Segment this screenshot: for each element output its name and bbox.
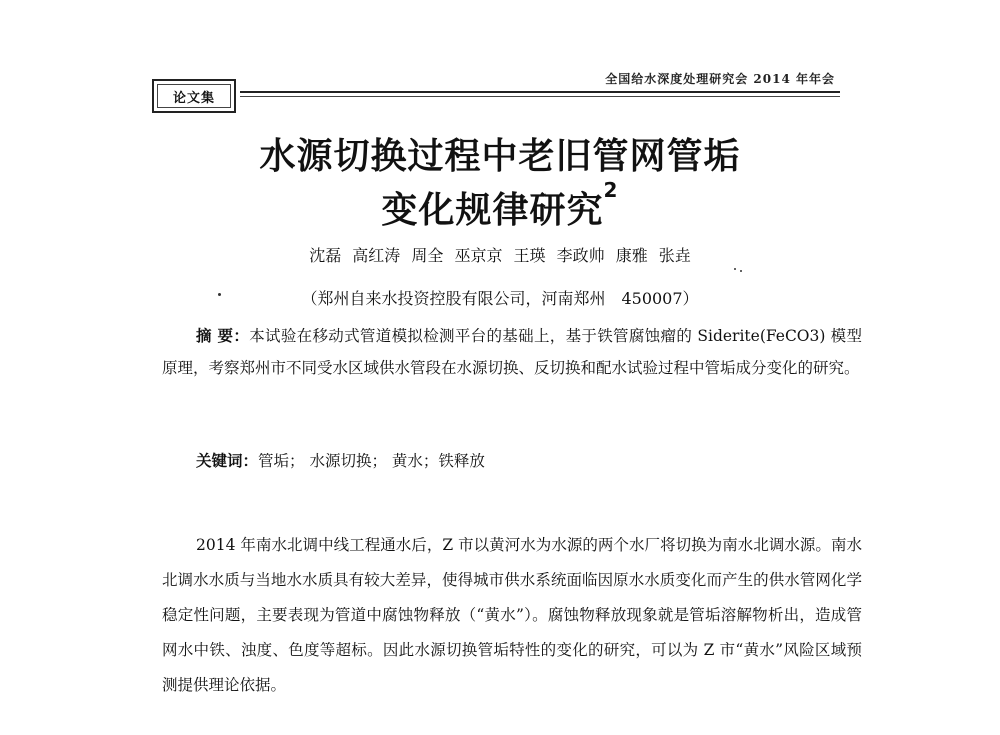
title-footnote-mark: 2	[603, 178, 619, 202]
abstract-label: 摘 要：	[196, 326, 250, 345]
header-rule	[240, 91, 840, 93]
body-paragraph: 2014 年南水北调中线工程通水后，Z 市以黄河水为水源的两个水厂将切换为南水北调水源。南水北调水水质与当地水水质具有较大差异，使得城市供水系统面临因原水水质变化而产生的供水管网化学稳定性问题，主要表现为管道中腐蚀物释放（“黄水”）。腐蚀物释放现象就是管垢溶解物析出，造成管网水中铁、浊度、色度等超标。因此水源切换管垢特性的变化的研究，可以为 Z 市“黄水”风险区域预测提供理论依据。	[162, 536, 862, 694]
section-label: 论文集	[157, 84, 231, 108]
keywords-label: 关键词：	[196, 451, 259, 470]
journal-header: 全国给水深度处理研究会 2014 年年会	[605, 72, 835, 86]
keywords	[196, 449, 485, 471]
paper-title-line-2	[150, 178, 850, 233]
paper-title-line-1	[150, 128, 850, 179]
affiliation: （郑州自来水投资控股有限公司，河南郑州 450007）	[301, 289, 699, 308]
abstract-text: 本试验在移动式管道模拟检测平台的基础上，基于铁管腐蚀瘤的 Siderite(FeCO3) 模型原理，考察郑州市不同受水区域供水管段在水源切换、反切换和配水试验过程中管垢成分变化的研究。	[162, 327, 862, 377]
keywords-text: 管垢； 水源切换； 黄水；铁释放	[258, 452, 485, 470]
scan-speck	[734, 268, 736, 270]
abstract	[162, 320, 862, 384]
section-label-box	[152, 79, 236, 113]
scan-speck	[740, 270, 742, 272]
header-rule-thin	[240, 96, 840, 97]
title-text-2: 变化规律研究	[381, 190, 604, 231]
author-list: 沈磊 高红涛 周全 巫京京 王瑛 李政帅 康雅 张垚	[309, 246, 691, 265]
title-text-1: 水源切换过程中老旧管网管垢	[259, 136, 741, 177]
